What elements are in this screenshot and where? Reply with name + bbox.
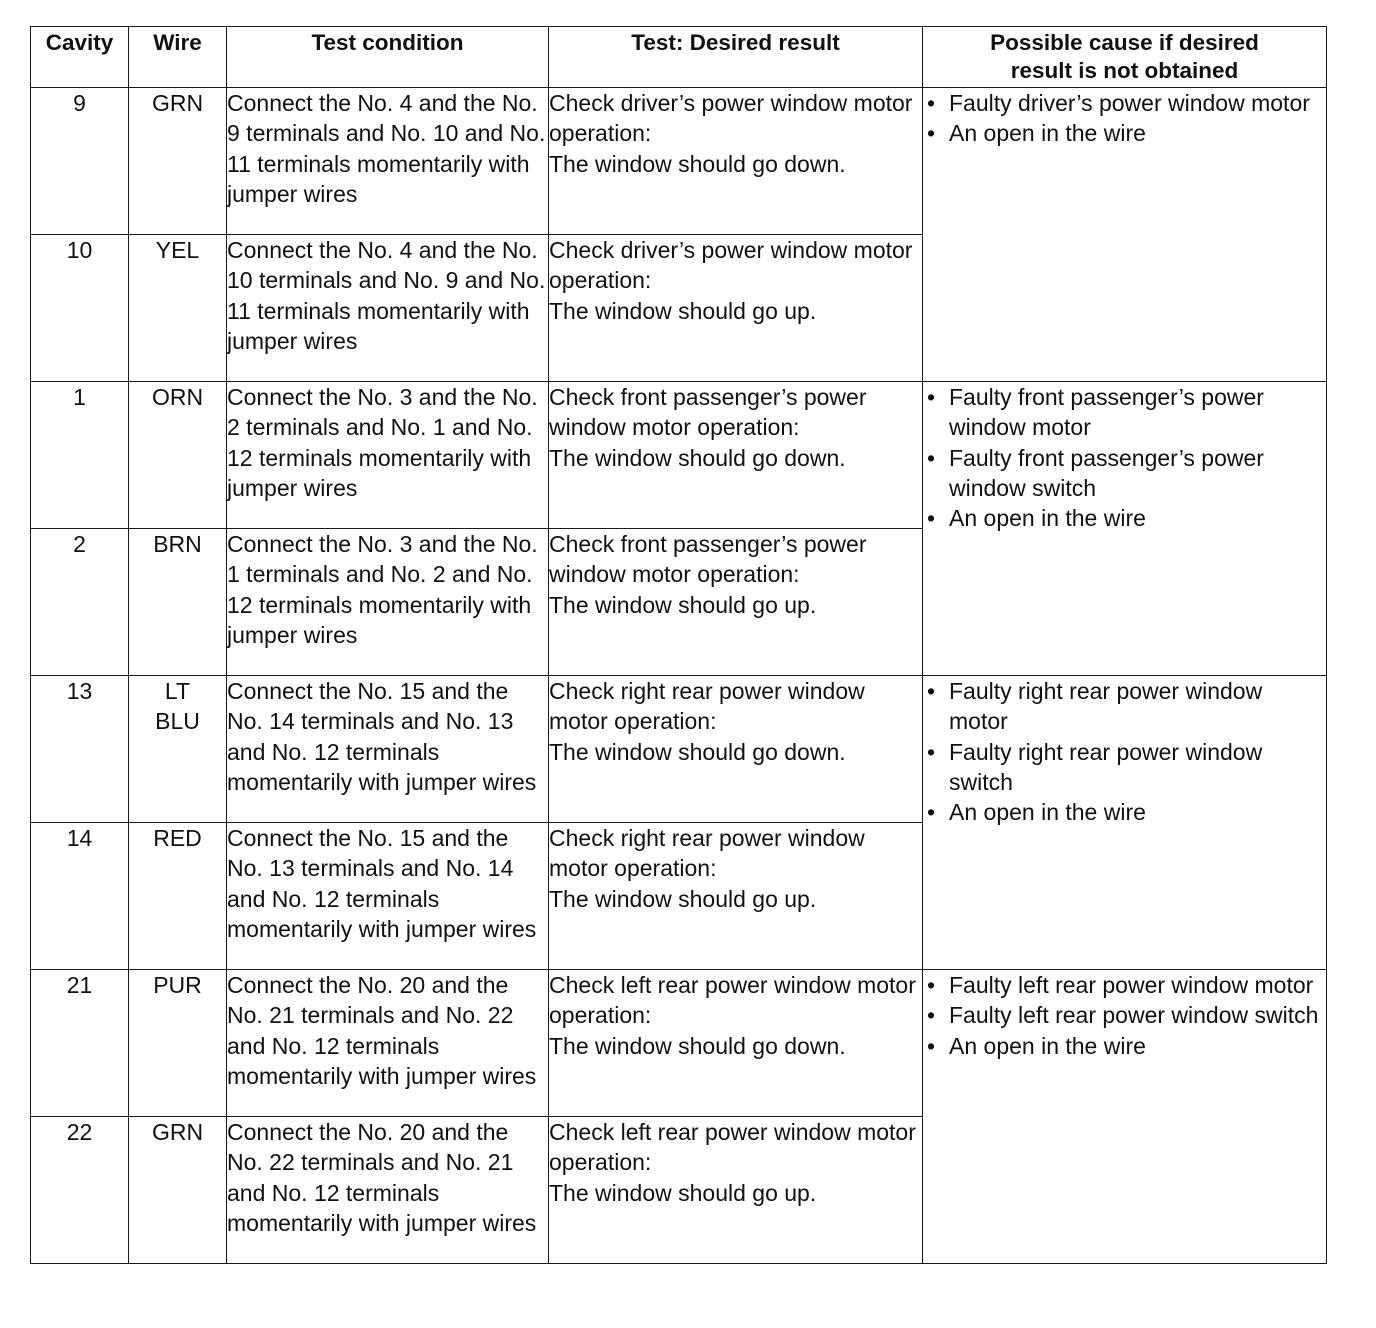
table-row (31, 676, 1327, 823)
result-expect-text: The window should go down. (549, 738, 846, 765)
cause-item: • Faulty left rear power window motor (923, 970, 1326, 1000)
possible-cause-cell (923, 676, 1327, 970)
wire-cell: PUR (129, 970, 227, 1117)
wire-cell: RED (129, 823, 227, 970)
result-expect-text: The window should go up. (549, 591, 817, 618)
cause-item: • An open in the wire (923, 118, 1326, 148)
result-check-text: Check driver’s power window motor operation: (549, 90, 913, 147)
header-wire: Wire (129, 27, 227, 88)
header-row (31, 27, 1327, 88)
desired-result-cell (549, 676, 923, 823)
result-expect-text: The window should go up. (549, 1179, 817, 1206)
result-check-text: Check front passenger’s power window motor operation: (549, 384, 867, 441)
possible-cause-cell (923, 382, 1327, 676)
cavity-cell: 10 (31, 235, 129, 382)
cause-item: • Faulty front passenger’s power window switch (923, 443, 1326, 504)
desired-result-cell (549, 823, 923, 970)
table-row (31, 382, 1327, 529)
result-expect-text: The window should go down. (549, 150, 846, 177)
cause-item: • Faulty left rear power window switch (923, 1000, 1326, 1030)
cavity-cell: 13 (31, 676, 129, 823)
cause-item: • Faulty driver’s power window motor (923, 88, 1326, 118)
wire-cell: GRN (129, 88, 227, 235)
cause-item: • Faulty right rear power window motor (923, 676, 1326, 737)
table-row (31, 970, 1327, 1117)
cause-item: • Faulty right rear power window switch (923, 737, 1326, 798)
header-possible-cause (923, 27, 1327, 88)
test-condition-cell: Connect the No. 20 and the No. 22 terminals and No. 21 and No. 12 terminals momentarily with jumper wires (227, 1117, 549, 1264)
result-check-text: Check front passenger’s power window motor operation: (549, 531, 867, 588)
table-row (31, 88, 1327, 235)
result-expect-text: The window should go down. (549, 444, 846, 471)
test-condition-cell: Connect the No. 4 and the No. 10 terminals and No. 9 and No. 11 terminals momentarily with jumper wires (227, 235, 549, 382)
cavity-cell: 2 (31, 529, 129, 676)
result-expect-text: The window should go down. (549, 1032, 846, 1059)
test-condition-cell: Connect the No. 3 and the No. 2 terminals and No. 1 and No. 12 terminals momentarily with jumper wires (227, 382, 549, 529)
result-check-text: Check left rear power window motor operation: (549, 972, 916, 1029)
cavity-cell: 21 (31, 970, 129, 1117)
cause-list (923, 382, 1326, 533)
header-possible-cause-line2: result is not obtained (1010, 58, 1239, 83)
cavity-cell: 14 (31, 823, 129, 970)
possible-cause-cell (923, 88, 1327, 382)
wire-cell: BRN (129, 529, 227, 676)
test-condition-cell: Connect the No. 20 and the No. 21 terminals and No. 22 and No. 12 terminals momentarily with jumper wires (227, 970, 549, 1117)
cause-item: • Faulty front passenger’s power window motor (923, 382, 1326, 443)
wire-cell: ORN (129, 382, 227, 529)
possible-cause-cell (923, 970, 1327, 1264)
test-condition-cell: Connect the No. 15 and the No. 13 terminals and No. 14 and No. 12 terminals momentarily with jumper wires (227, 823, 549, 970)
header-cavity: Cavity (31, 27, 129, 88)
desired-result-cell (549, 1117, 923, 1264)
cause-item: • An open in the wire (923, 797, 1326, 827)
header-desired-result: Test: Desired result (549, 27, 923, 88)
desired-result-cell (549, 529, 923, 676)
desired-result-cell (549, 970, 923, 1117)
cavity-cell: 1 (31, 382, 129, 529)
result-expect-text: The window should go up. (549, 297, 817, 324)
result-check-text: Check left rear power window motor operation: (549, 1119, 916, 1176)
header-possible-cause-line1: Possible cause if desired (990, 30, 1259, 55)
cause-list (923, 676, 1326, 827)
cause-list (923, 88, 1326, 149)
result-check-text: Check right rear power window motor operation: (549, 825, 865, 882)
desired-result-cell (549, 88, 923, 235)
desired-result-cell (549, 235, 923, 382)
diagnosis-table (30, 26, 1327, 1264)
test-condition-cell: Connect the No. 15 and the No. 14 terminals and No. 13 and No. 12 terminals momentarily with jumper wires (227, 676, 549, 823)
test-condition-cell: Connect the No. 4 and the No. 9 terminals and No. 10 and No. 11 terminals momentarily with jumper wires (227, 88, 549, 235)
desired-result-cell (549, 382, 923, 529)
cause-list (923, 970, 1326, 1061)
cavity-cell: 22 (31, 1117, 129, 1264)
wire-cell: GRN (129, 1117, 227, 1264)
cavity-cell: 9 (31, 88, 129, 235)
cause-item: • An open in the wire (923, 1031, 1326, 1061)
test-condition-cell: Connect the No. 3 and the No. 1 terminals and No. 2 and No. 12 terminals momentarily with jumper wires (227, 529, 549, 676)
result-check-text: Check right rear power window motor operation: (549, 678, 865, 735)
wire-cell: LT BLU (129, 676, 227, 823)
result-expect-text: The window should go up. (549, 885, 817, 912)
table-body (31, 88, 1327, 1264)
header-test-condition: Test condition (227, 27, 549, 88)
wire-cell: YEL (129, 235, 227, 382)
cause-item: • An open in the wire (923, 503, 1326, 533)
result-check-text: Check driver’s power window motor operation: (549, 237, 913, 294)
